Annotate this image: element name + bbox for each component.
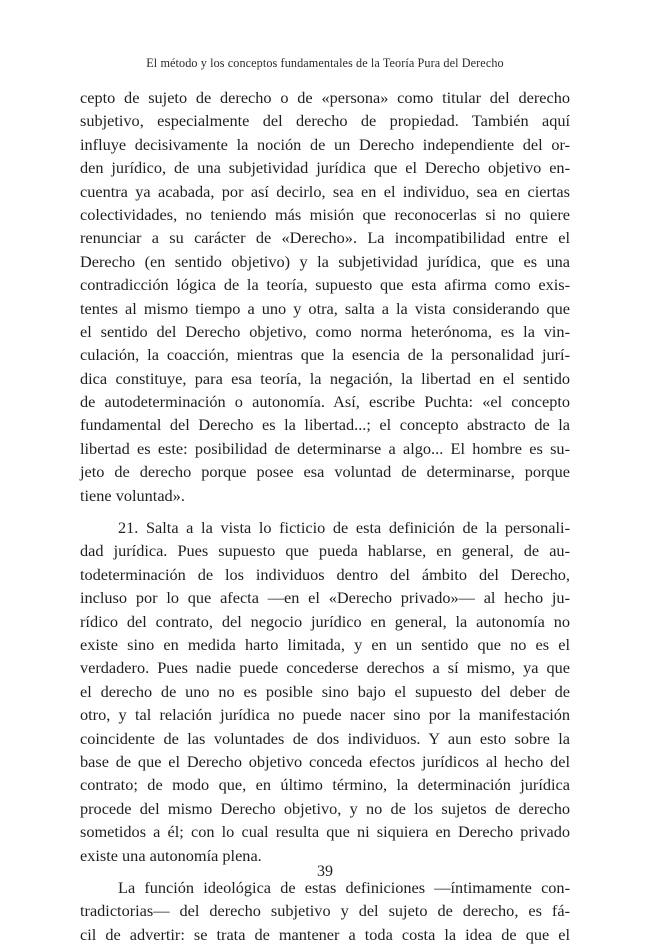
text-line: cuentra ya acabada, por así decirlo, sea en el individuo, sea en ciertas bbox=[80, 181, 570, 201]
text-line: dica constituye, para esa teoría, la negación, la libertad en el sentido bbox=[80, 368, 570, 388]
text-line: Derecho (en sentido objetivo) y la subjetividad jurídica, que es una bbox=[80, 251, 570, 271]
paragraph-continuation bbox=[80, 86, 570, 507]
page-number: 39 bbox=[317, 863, 333, 880]
text-line: tentes al mismo tiempo a uno y otra, salta a la vista considerando que bbox=[80, 298, 570, 318]
text-line: 21. Salta a la vista lo ficticio de esta definición de la personali- bbox=[118, 518, 570, 538]
text-line: coincidente de las voluntades de dos individuos. Y aun esto sobre la bbox=[80, 728, 570, 748]
paragraph-ideological-function bbox=[80, 876, 570, 946]
paragraph-spacer bbox=[80, 507, 570, 516]
text-line: el sentido del Derecho objetivo, como norma heterónoma, es la vin- bbox=[80, 321, 570, 341]
text-line: todeterminación de los individuos dentro del ámbito del Derecho, bbox=[80, 564, 570, 584]
text-line: rídico del contrato, del negocio jurídico en general, la autonomía no bbox=[80, 611, 570, 631]
text-line: de autodeterminación o autonomía. Así, escribe Puchta: «el concepto bbox=[80, 392, 570, 412]
text-line: contradicción lógica de la teoría, supuesto que esta afirma como exis- bbox=[80, 275, 570, 295]
text-line: colectividades, no teniendo más misión que reconocerlas si no quiere bbox=[80, 204, 570, 224]
running-head: El método y los conceptos fundamentales de la Teoría Pura del Derecho bbox=[146, 56, 504, 70]
text-line: La función ideológica de estas definiciones —íntimamente con- bbox=[118, 877, 570, 897]
text-line: existe una autonomía plena. bbox=[80, 845, 262, 865]
text-line: cepto de sujeto de derecho o de «persona» como titular del derecho bbox=[80, 88, 570, 107]
text-line: existe sino en medida harto limitada, y en un sentido que no es el bbox=[80, 634, 570, 654]
text-line: verdadero. Pues nadie puede concederse derechos a sí mismo, ya que bbox=[80, 658, 570, 678]
text-line: cil de advertir: se trata de mantener a toda costa la idea de que el bbox=[80, 924, 570, 944]
body-text bbox=[80, 86, 570, 946]
text-line: den jurídico, de una subjetividad jurídica que el Derecho objetivo en- bbox=[80, 158, 570, 178]
text-line: contrato; de modo que, en último término, la determinación jurídica bbox=[80, 775, 570, 795]
text-line: influye decisivamente la noción de un Derecho independiente del or- bbox=[80, 134, 570, 154]
text-line: libertad es este: posibilidad de determinarse a algo... El hombre es su- bbox=[80, 438, 570, 458]
text-line: tradictorias— del derecho subjetivo y del sujeto de derecho, es fá- bbox=[80, 901, 570, 921]
text-line: tiene voluntad». bbox=[80, 485, 185, 505]
text-line: procede del mismo Derecho objetivo, y no de los sujetos de derecho bbox=[80, 798, 570, 818]
paragraph-21 bbox=[80, 516, 570, 867]
text-line: subjetivo, especialmente del derecho de propiedad. También aquí bbox=[80, 111, 570, 131]
text-line: renunciar a su carácter de «Derecho». La incompatibilidad entre el bbox=[80, 228, 570, 248]
text-line: incluso por lo que afecta —en el «Derecho privado»— al hecho ju- bbox=[80, 588, 570, 608]
text-line: culación, la coacción, mientras que la esencia de la personalidad jurí- bbox=[80, 345, 570, 365]
text-line: fundamental del Derecho es la libertad...; el concepto abstracto de la bbox=[80, 415, 570, 435]
text-line: el derecho de uno no es posible sino bajo el supuesto del deber de bbox=[80, 681, 570, 701]
text-line: base de que el Derecho objetivo conceda efectos jurídicos al hecho del bbox=[80, 751, 570, 771]
text-line: otro, y tal relación jurídica no puede nacer sino por la manifestación bbox=[80, 705, 570, 725]
text-line: sometidos a él; con lo cual resulta que ni siquiera en Derecho privado bbox=[80, 822, 570, 842]
text-line: dad jurídica. Pues supuesto que pueda hablarse, en general, de au- bbox=[80, 541, 570, 561]
text-line: jeto de derecho porque posee esa voluntad de determinarse, porque bbox=[80, 462, 570, 482]
